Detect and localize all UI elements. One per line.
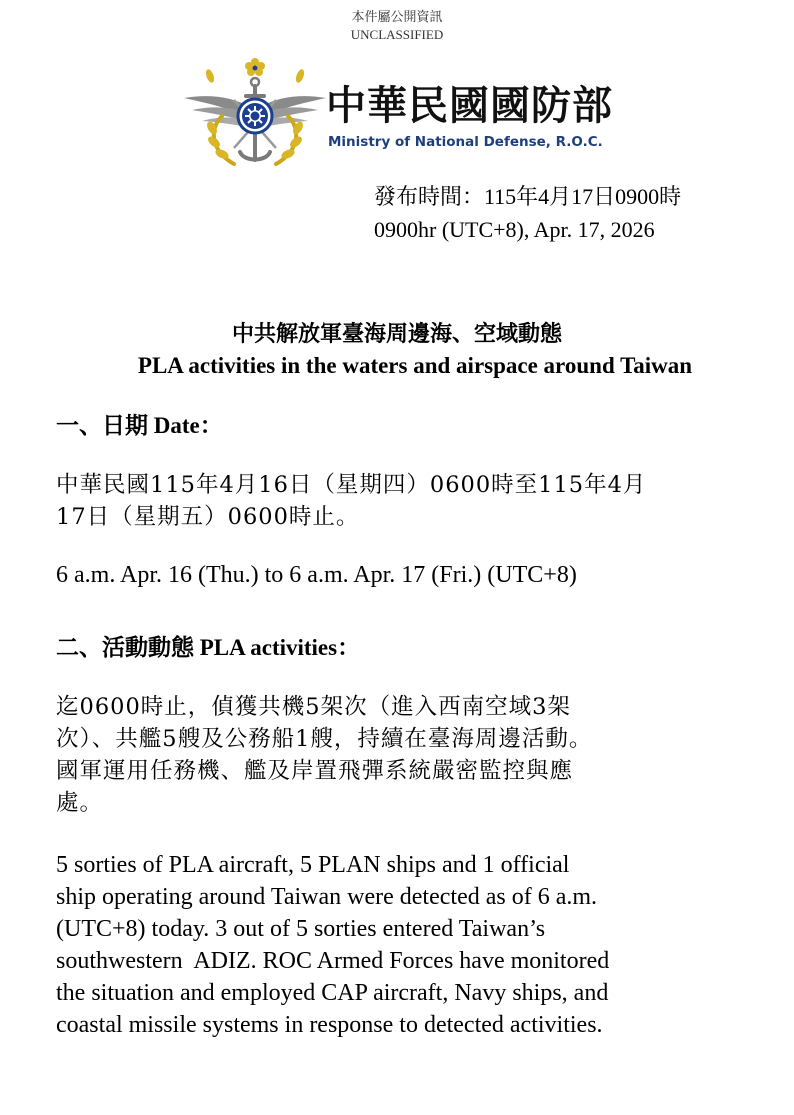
classification-zh: 本件屬公開資訊 bbox=[351, 9, 443, 24]
section-activities-en-line: (UTC+8) today. 3 out of 5 sorties entered Taiwan’s bbox=[56, 916, 546, 942]
section-date-heading: 一、日期 Date： bbox=[56, 413, 223, 438]
document-title-zh: 中共解放軍臺海周邊海、空域動態 bbox=[231, 321, 562, 347]
section-activities-en-line: 5 sorties of PLA aircraft, 5 PLAN ships and 1 official bbox=[56, 852, 570, 878]
section-activities-en-line: coastal missile systems in response to detected activities. bbox=[56, 1012, 603, 1038]
mnd-emblem-icon bbox=[182, 56, 328, 174]
section-activities-en-line: ship operating around Taiwan were detected as of 6 a.m. bbox=[56, 884, 598, 910]
section-date-zh-line: 中華民國115年4月16日（星期四）0600時至115年4月 bbox=[56, 472, 647, 498]
release-time-en: 0900hr (UTC+8), Apr. 17, 2026 bbox=[374, 217, 655, 242]
section-activities-zh-line: 國軍運用任務機、艦及岸置飛彈系統嚴密監控與應 bbox=[56, 758, 574, 784]
section-activities bbox=[56, 632, 756, 1041]
section-activities-zh-line: 迄0600時止，偵獲共機5架次（進入西南空域3架 bbox=[56, 694, 571, 720]
section-activities-en-line: southwestern ADIZ. ROC Armed Forces have monitored bbox=[56, 948, 610, 974]
section-activities-heading: 二、活動動態 PLA activities： bbox=[56, 635, 361, 660]
classification-en: UNCLASSIFIED bbox=[350, 27, 444, 42]
release-time-zh: 發布時間：115年4月17日0900時 bbox=[374, 184, 682, 209]
org-name-zh: 中華民國國防部 bbox=[326, 83, 613, 129]
section-date-zh-line: 17日（星期五）0600時止。 bbox=[56, 504, 360, 530]
section-activities-en-line: the situation and employed CAP aircraft, Navy ships, and bbox=[56, 980, 609, 1006]
org-name-en: Ministry of National Defense, R.O.C. bbox=[328, 134, 603, 150]
section-activities-zh-line: 處。 bbox=[56, 790, 104, 816]
section-activities-zh bbox=[56, 691, 756, 819]
section-date bbox=[56, 410, 756, 591]
section-date-zh bbox=[56, 469, 756, 533]
release-time bbox=[374, 180, 681, 246]
section-date-en: 6 a.m. Apr. 16 (Thu.) to 6 a.m. Apr. 17 (Fri.) (UTC+8) bbox=[56, 562, 577, 588]
document-title-en: PLA activities in the waters and airspace around Taiwan bbox=[137, 353, 693, 378]
classification-banner bbox=[0, 8, 794, 44]
document-title bbox=[0, 318, 794, 382]
section-activities-zh-line: 次）、共艦5艘及公務船1艘，持續在臺海周邊活動。 bbox=[56, 726, 593, 752]
section-activities-en bbox=[56, 849, 756, 1041]
